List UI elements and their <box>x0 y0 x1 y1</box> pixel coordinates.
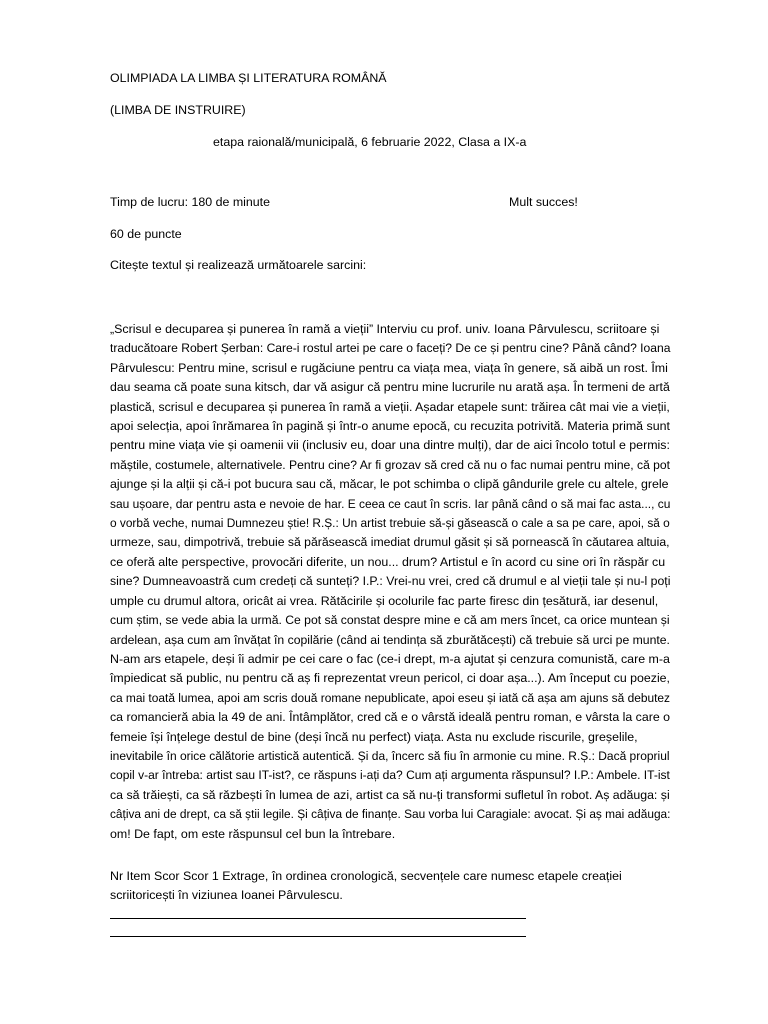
time-limit: Timp de lucru: 180 de minute <box>110 195 271 209</box>
text-line: ardelean, așa cum am învățat în copilărie (când ai tendința să zburătăcești) că trebuie să urci pe munte. <box>110 632 670 647</box>
interview-text <box>110 320 670 844</box>
good-luck: Mult succes! <box>509 195 578 209</box>
text-line: măștile, costumele, alternativele. Pentru cine? Ar fi grozav să cred că nu o fac numai pentru mine, că pot <box>110 457 671 472</box>
task-item-line: Nr Item Scor Scor 1 Extrage, în ordinea cronologică, secvențele care numesc etapele creației <box>110 869 622 883</box>
text-line: ajunge și la alții și că-i pot bucura sau că, măcar, le pot schimba o clipă gândurile grele cu altele, grele <box>110 477 669 492</box>
text-line: împiedicat să public, nu pentru că aș fi reprezentat vreun pericol, ci doar așa...). Am început cu poezie, <box>110 671 670 686</box>
text-line: umple cu drumul altora, oricât ai vrea. Rătăcirile și ocolurile fac parte firesc din țesătură, iar desenul, <box>110 593 659 608</box>
text-line: plastică, scrisul e decuparea și punerea în ramă a vieții. Așadar etapele sunt: trăirea cât mai vie a vieții, <box>110 399 670 414</box>
text-line: câțiva ani de drept, ca să știi legile. Și câțiva de finanțe. Sau vorba lui Caragiale: avocat. Și aș mai adăuga: <box>110 807 671 822</box>
task-item-line: scriitoricești în viziunea Ioanei Pârvulescu. <box>110 888 343 903</box>
text-line: urmeze, sau, dimpotrivă, trebuie să părăsească imediat drumul găsit și să pornească în căutarea altuia, <box>110 535 670 550</box>
stage-date-class: etapa raională/municipală, 6 februarie 2022, Clasa a IX-a <box>213 135 527 149</box>
text-line: pentru mine viața vie și oamenii vii (inclusiv eu, doar una dintre mulți), dar de aici încolo totul e permis: <box>110 438 670 453</box>
task-item-1 <box>110 867 670 906</box>
text-line: femeie își înțelege destul de bine (deși încă nu perfect) viața. Asta nu exclude riscurile, greșelile, <box>110 729 638 744</box>
text-line: ca să trăiești, ca să răzbești în lumea de azi, artist ca să nu-ți transformi sufletul în robot. Aș adăuga: și <box>110 787 670 802</box>
text-line: ca romancieră abia la 49 de ani. Întâmplător, cred că e o vârstă ideală pentru roman, e vârsta la care o <box>110 710 671 725</box>
answer-line <box>110 918 526 919</box>
answer-line <box>110 936 526 937</box>
text-line: cum știm, se vede abia la urmă. Ce pot să constat despre mine e că am mers încet, ca orice muntean și <box>110 613 670 628</box>
text-line: copil v-ar întreba: artist sau IT-ist?, ce răspuns i-ați da? Cum ați argumenta răspunsul? I.P.: Ambele. IT-ist <box>110 768 670 783</box>
text-line: ce oferă alte perspective, provocări diferite, un nou... drum? Artistul e în acord cu sine ori în răspăr cu <box>110 554 666 569</box>
text-line: om! De fapt, om este răspunsul cel bun la întrebare. <box>110 826 396 841</box>
text-line: ca mai toată lumea, apoi am scris două romane nepublicate, apoi eseu și iată că așa am ajuns să debutez <box>110 690 671 705</box>
text-line: sau ușoare, dar pentru asta e nevoie de har. E ceea ce caut în scris. Iar până când o să mai fac asta..., cu <box>110 496 671 511</box>
olympiad-title: OLIMPIADA LA LIMBA ȘI LITERATURA ROMÂNĂ <box>110 71 387 85</box>
text-line: inevitabile în orice călătorie artistică autentică. Și da, încerc să fiu în armonie cu mine. R.Ș.: Dacă propriul <box>110 748 670 763</box>
text-line: traducătoare Robert Șerban: Care-i rostul artei pe care o faceți? De ce și pentru cine? Până când? Ioana <box>110 341 671 356</box>
text-line: dau seama că poate suna kitsch, dar vă asigur că pentru mine lucrurile nu arată așa. În termeni de artă <box>110 380 670 395</box>
text-line: Pârvulescu: Pentru mine, scrisul e rugăciune pentru ca viața mea, viața în genere, să aibă un rost. Îmi <box>110 360 668 375</box>
text-line: o vorbă veche, numai Dumnezeu știe! R.Ș.: Un artist trebuie să-și găsească o cale a sa pe care, apoi, să o <box>110 516 670 531</box>
language-subtitle: (LIMBA DE INSTRUIRE) <box>110 103 246 117</box>
text-line: sine? Dumneavoastră cum credeți că sunteți? I.P.: Vrei-nu vrei, cred că drumul e al vieții tale și nu-l poți <box>110 574 671 589</box>
instruction: Citește textul și realizează următoarele sarcini: <box>110 258 367 272</box>
text-line: apoi selecția, apoi înrămarea în pagină și într-o anume epocă, cu recuzita potrivită. Materia primă sunt <box>110 419 670 434</box>
total-points: 60 de puncte <box>110 227 182 241</box>
text-line: „Scrisul e decuparea și punerea în ramă a vieții” Interviu cu prof. univ. Ioana Pârvulescu, scriitoare și <box>110 322 660 336</box>
text-line: N-am ars etapele, deși îi admir pe cei care o fac (ce-i drept, m-a ajutat și cenzura comunistă, care m-a <box>110 651 670 666</box>
